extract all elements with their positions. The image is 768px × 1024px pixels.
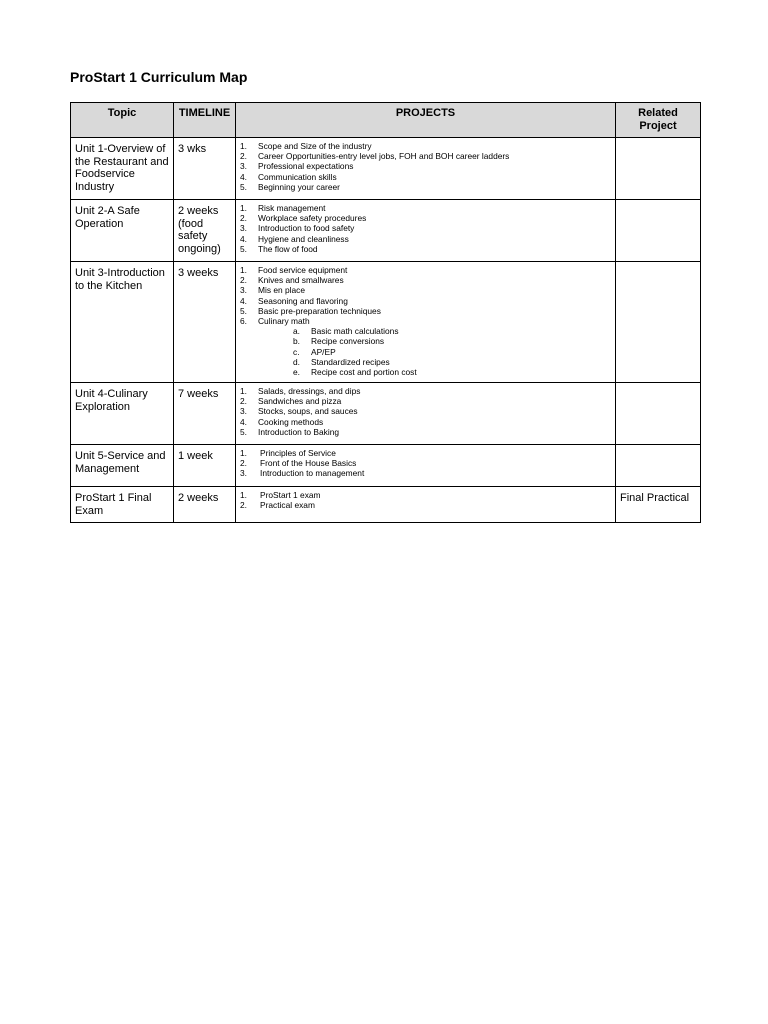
topic-cell: ProStart 1 Final Exam: [71, 487, 174, 523]
list-text: Basic math calculations: [311, 326, 399, 337]
list-number: 4.: [240, 171, 247, 182]
list-text: Seasoning and flavoring: [258, 295, 348, 306]
table-row: [71, 138, 701, 200]
projects-cell: [236, 138, 616, 200]
list-item: [240, 316, 611, 377]
list-number: 3.: [240, 223, 247, 234]
list-text: Introduction to Baking: [258, 426, 340, 437]
list-number: 3.: [240, 468, 247, 479]
project-list: [240, 448, 611, 479]
project-list: [240, 265, 611, 377]
sub-list-item: [293, 367, 611, 377]
list-item: [240, 213, 611, 223]
list-number: 5.: [240, 181, 247, 192]
list-number: 1.: [240, 265, 247, 275]
list-item: [240, 203, 611, 213]
list-item: [240, 396, 611, 406]
list-item: [240, 172, 611, 182]
list-number: 3.: [240, 406, 247, 417]
header-timeline: TIMELINE: [174, 103, 236, 138]
list-number: 2.: [240, 213, 247, 224]
list-number: 5.: [240, 305, 247, 316]
list-number: 5.: [240, 426, 247, 437]
list-number: 4.: [240, 295, 247, 306]
list-text: Basic pre-preparation techniques: [258, 305, 381, 316]
list-text: Standardized recipes: [311, 356, 390, 367]
sub-list-item: [293, 326, 611, 336]
timeline-cell: 7 weeks: [174, 383, 236, 445]
list-item: [240, 275, 611, 285]
table-row: [71, 383, 701, 445]
related-project-cell: [616, 138, 701, 200]
list-text: Scope and Size of the industry: [258, 141, 372, 151]
header-topic: Topic: [71, 103, 174, 138]
list-number: 2.: [240, 458, 247, 469]
list-text: Introduction to food safety: [258, 223, 355, 234]
list-number: 2.: [240, 396, 247, 407]
related-project-cell: [616, 383, 701, 445]
table-row: [71, 262, 701, 383]
related-project-cell: [616, 200, 701, 262]
sub-project-list: [258, 326, 611, 377]
projects-cell: [236, 383, 616, 445]
list-item: [240, 417, 611, 427]
list-text: Risk management: [258, 203, 326, 213]
list-item: [240, 448, 611, 458]
list-item: [240, 296, 611, 306]
list-text: Principles of Service: [260, 448, 336, 458]
page-title: ProStart 1 Curriculum Map: [70, 69, 248, 85]
timeline-cell: 3 weeks: [174, 262, 236, 383]
list-number: 2.: [240, 275, 247, 286]
list-text: Career Opportunities-entry level jobs, FOH and BOH career ladders: [258, 151, 510, 162]
related-project-cell: [616, 262, 701, 383]
list-text: Practical exam: [260, 500, 315, 511]
list-letter: a.: [293, 326, 300, 337]
list-text: Workplace safety procedures: [258, 213, 367, 224]
list-text: Front of the House Basics: [260, 458, 357, 469]
list-text: Culinary math: [258, 316, 310, 327]
projects-cell: [236, 262, 616, 383]
list-number: 6.: [240, 316, 247, 327]
timeline-cell: 2 weeks: [174, 487, 236, 523]
list-letter: d.: [293, 356, 300, 367]
list-item: [240, 490, 611, 500]
list-text: Stocks, soups, and sauces: [258, 406, 358, 417]
table-row: [71, 200, 701, 262]
list-text: ProStart 1 exam: [260, 490, 321, 500]
list-number: 3.: [240, 161, 247, 172]
list-number: 2.: [240, 500, 247, 511]
list-item: [240, 182, 611, 192]
curriculum-table: [70, 102, 701, 523]
list-item: [240, 141, 611, 151]
topic-cell: Unit 5-Service and Management: [71, 445, 174, 487]
projects-cell: [236, 445, 616, 487]
list-text: The flow of food: [258, 243, 318, 254]
list-item: [240, 427, 611, 437]
table-row: [71, 487, 701, 523]
list-item: [240, 244, 611, 254]
list-number: 1.: [240, 141, 247, 151]
list-text: Recipe cost and portion cost: [311, 367, 417, 378]
list-item: [240, 161, 611, 171]
list-item: [240, 234, 611, 244]
list-text: Food service equipment: [258, 265, 348, 275]
topic-cell: Unit 3-Introduction to the Kitchen: [71, 262, 174, 383]
topic-cell: Unit 4-Culinary Exploration: [71, 383, 174, 445]
list-text: Recipe conversions: [311, 336, 385, 347]
list-text: Cooking methods: [258, 416, 324, 427]
list-text: AP/EP: [311, 346, 336, 357]
list-text: Sandwiches and pizza: [258, 396, 342, 407]
list-item: [240, 285, 611, 295]
list-number: 1.: [240, 203, 247, 213]
list-item: [240, 151, 611, 161]
timeline-cell: 3 wks: [174, 138, 236, 200]
list-text: Beginning your career: [258, 181, 340, 192]
list-number: 5.: [240, 243, 247, 254]
table-row: [71, 445, 701, 487]
sub-list-item: [293, 357, 611, 367]
related-project-cell: [616, 445, 701, 487]
list-item: [240, 458, 611, 468]
list-number: 1.: [240, 386, 247, 396]
list-letter: b.: [293, 336, 300, 347]
project-list: [240, 386, 611, 437]
list-number: 2.: [240, 151, 247, 162]
project-list: [240, 490, 611, 510]
list-number: 1.: [240, 490, 247, 500]
table-header-row: [71, 103, 701, 138]
list-text: Mis en place: [258, 285, 306, 296]
list-text: Salads, dressings, and dips: [258, 386, 361, 396]
list-text: Professional expectations: [258, 161, 354, 172]
header-projects: PROJECTS: [236, 103, 616, 138]
list-text: Knives and smallwares: [258, 275, 344, 286]
list-text: Communication skills: [258, 171, 337, 182]
list-item: [240, 406, 611, 416]
project-list: [240, 203, 611, 254]
list-text: Introduction to management: [260, 468, 365, 479]
projects-cell: [236, 200, 616, 262]
list-item: [240, 265, 611, 275]
sub-list-item: [293, 336, 611, 346]
timeline-cell: 2 weeks (food safety ongoing): [174, 200, 236, 262]
topic-cell: Unit 2-A Safe Operation: [71, 200, 174, 262]
list-letter: c.: [293, 346, 300, 357]
list-item: [240, 468, 611, 478]
list-number: 3.: [240, 285, 247, 296]
list-item: [240, 500, 611, 510]
related-project-cell: Final Practical: [616, 487, 701, 523]
project-list: [240, 141, 611, 192]
header-related-project: Related Project: [616, 103, 701, 138]
list-item: [240, 223, 611, 233]
list-item: [240, 306, 611, 316]
topic-cell: Unit 1-Overview of the Restaurant and Foodservice Industry: [71, 138, 174, 200]
list-letter: e.: [293, 367, 300, 378]
list-number: 1.: [240, 448, 247, 458]
projects-cell: [236, 487, 616, 523]
list-item: [240, 386, 611, 396]
timeline-cell: 1 week: [174, 445, 236, 487]
list-number: 4.: [240, 416, 247, 427]
list-number: 4.: [240, 233, 247, 244]
list-text: Hygiene and cleanliness: [258, 233, 349, 244]
sub-list-item: [293, 347, 611, 357]
